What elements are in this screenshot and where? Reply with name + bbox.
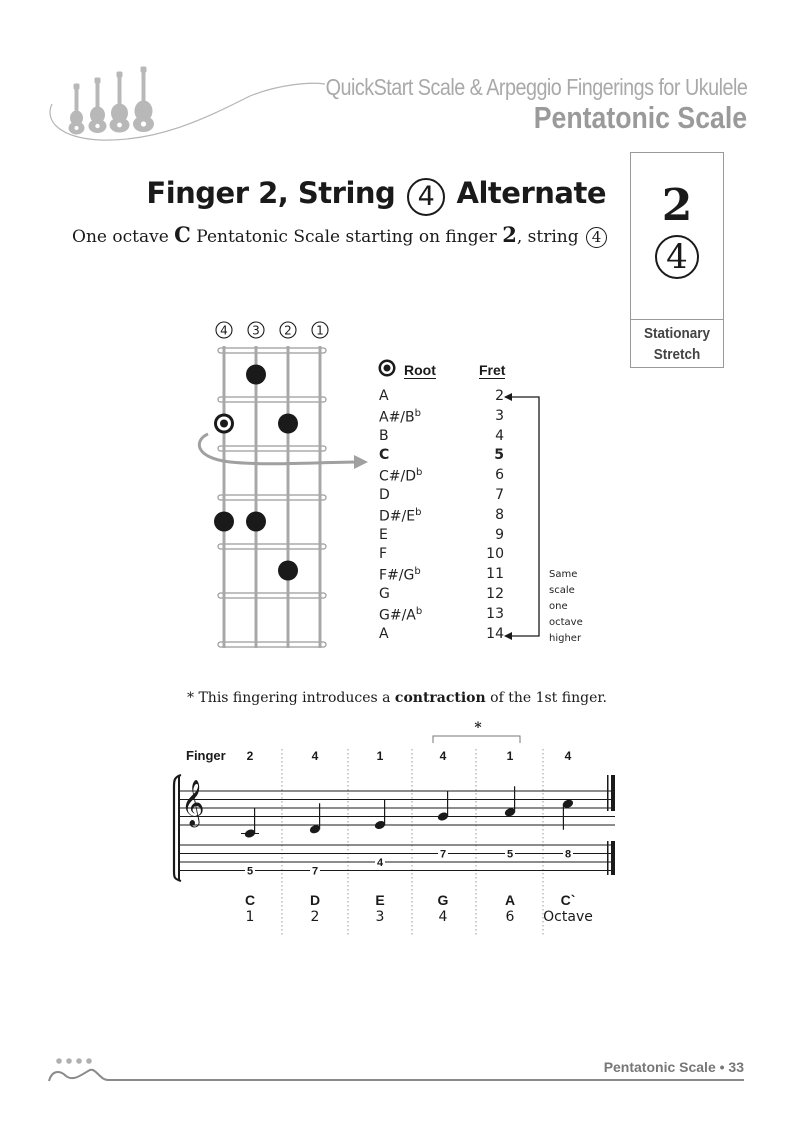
page-title [146, 176, 606, 216]
note-name-text: A#/B [379, 409, 415, 426]
fretboard-diagram [190, 312, 370, 652]
page-footer [604, 1059, 744, 1075]
finger-dot [246, 365, 266, 385]
note-name-text: D#/E [379, 508, 416, 525]
note-name [379, 566, 421, 584]
octave-note-line2: scale [549, 585, 575, 596]
string-label-3 [248, 322, 264, 338]
fret-number: 6 [495, 467, 504, 484]
subtitle [72, 222, 607, 248]
note-name [379, 408, 421, 426]
contraction-marker: * [474, 720, 482, 736]
footnote-emphasis: contraction [394, 690, 486, 706]
string-label-1 [312, 322, 328, 338]
note-name-text: C [379, 447, 390, 464]
note-name [379, 487, 390, 503]
flat-sign: b [414, 566, 421, 578]
note-name [379, 626, 389, 642]
fret-table-row [364, 408, 504, 428]
note-name-label: G [437, 892, 449, 908]
note-name [379, 467, 422, 485]
root-marker-icon [378, 359, 396, 377]
tab-final-barline-thick [611, 841, 615, 875]
box-label [636, 323, 719, 365]
fret-line [218, 593, 326, 598]
finger-number: 1 [506, 749, 514, 763]
section-title: Pentatonic Scale [533, 100, 747, 135]
fret-header: Fret [479, 362, 506, 378]
finger-number: 4 [439, 749, 447, 763]
finger-number: 1 [376, 749, 384, 763]
staff-note [241, 808, 259, 840]
string-label-text: 3 [252, 323, 260, 338]
scale-degree-label: 6 [505, 909, 515, 925]
subtitle-key: C [174, 222, 191, 247]
note-name-text: B [379, 427, 389, 444]
fret-table-row [364, 586, 504, 606]
string-label-4 [216, 322, 232, 338]
fret-table-row [364, 487, 504, 507]
string-circle-icon: 4 [407, 178, 445, 216]
footnote-after: of the 1st finger. [485, 690, 607, 706]
finger-number: 2 [246, 749, 254, 763]
fret-table-row [364, 546, 504, 566]
note-name [379, 546, 387, 562]
title-prefix: Finger 2, String [146, 176, 396, 210]
fret-number: 4 [495, 427, 504, 444]
note-name [379, 606, 422, 624]
note-name-label: C` [560, 892, 576, 908]
fret-line [218, 495, 326, 500]
note-name-text: D [379, 487, 390, 503]
tab-final-barline-thin [607, 841, 609, 875]
note-name-text: A [379, 388, 389, 404]
fret-table [364, 358, 514, 648]
subtitle-after-finger: , string [516, 227, 584, 247]
fret-table-row [364, 507, 504, 527]
finger-number: 4 [564, 749, 572, 763]
footnote [0, 690, 794, 706]
fret-table-row [364, 566, 504, 586]
scale-degree-label: Octave [543, 909, 593, 925]
octave-note-line1: Same [549, 569, 578, 580]
octave-note-line5: higher [549, 633, 582, 644]
subtitle-finger: 2 [502, 222, 517, 247]
fingering-summary-box [630, 152, 724, 368]
scale-degree-label: 4 [438, 909, 448, 925]
subtitle-before-key: One octave [72, 227, 175, 247]
flat-sign: b [416, 467, 423, 479]
note-name [379, 527, 388, 543]
fret-number: 13 [486, 605, 504, 622]
octave-bracket [500, 388, 550, 648]
final-barline-thick [611, 775, 615, 811]
tab-number: 7 [311, 865, 319, 878]
finger-dot [214, 512, 234, 532]
finger-dot [246, 512, 266, 532]
fret-number: 8 [495, 506, 504, 523]
string-label-text: 4 [220, 323, 228, 338]
fret-number: 2 [495, 388, 504, 404]
footnote-before: * This fingering introduces a [187, 690, 395, 706]
footer-separator: • [719, 1059, 725, 1075]
note-name-text: E [379, 526, 388, 543]
ukulele-logo-icon [40, 66, 330, 146]
string-label-text: 2 [284, 323, 292, 338]
root-header: Root [404, 362, 436, 378]
scale-degree-label: 2 [310, 909, 320, 925]
fret-number: 14 [486, 625, 504, 642]
scale-degree-label: 1 [245, 909, 255, 925]
string-label-2 [280, 322, 296, 338]
finger-dot [278, 561, 298, 581]
note-name-label: C [244, 892, 256, 908]
tab-number: 7 [439, 848, 447, 861]
finger-number: 4 [311, 749, 319, 763]
fret-number: 11 [486, 566, 504, 583]
note-name [379, 586, 390, 602]
box-finger-number: 2 [661, 180, 693, 231]
fret-number: 7 [495, 487, 504, 503]
note-name-text: C#/D [379, 468, 417, 485]
note-name-text: G [379, 586, 390, 602]
fret-line [218, 544, 326, 549]
series-title: QuickStart Scale & Arpeggio Fingerings for Ukulele [325, 74, 747, 100]
note-name-text: F#/G [379, 567, 415, 584]
staff-note [437, 791, 450, 823]
tab-number: 5 [506, 848, 514, 861]
note-name [379, 388, 389, 404]
fret-line [218, 348, 326, 353]
octave-note-line4: octave [549, 617, 583, 628]
fret-table-row [364, 626, 504, 646]
fret-number: 5 [494, 447, 504, 464]
string-line [223, 346, 226, 648]
finger-row-label: Finger [186, 748, 226, 763]
fret-table-row [364, 428, 504, 448]
staff-note [374, 799, 387, 831]
fret-line [218, 446, 326, 451]
scale-degree-label: 3 [375, 909, 385, 925]
fret-line [218, 397, 326, 402]
subtitle-middle: Pentatonic Scale starting on finger [190, 227, 503, 247]
title-suffix: Alternate [456, 176, 606, 210]
fret-table-row [364, 388, 504, 408]
note-name-text: A [379, 625, 389, 642]
footer-section: Pentatonic Scale [603, 1059, 716, 1075]
fret-table-row [364, 606, 504, 626]
final-barline-thin [607, 775, 609, 811]
tab-number: 8 [564, 848, 572, 861]
note-name-text: G#/A [379, 607, 416, 624]
string-line [255, 346, 258, 648]
finger-dot [278, 414, 298, 434]
octave-note-line3: one [549, 601, 568, 612]
root-finger-dot [214, 414, 234, 434]
note-name-label: A [504, 892, 516, 908]
fret-number: 9 [495, 526, 504, 543]
flat-sign: b [415, 605, 423, 617]
flat-sign: b [414, 407, 421, 419]
note-name [379, 507, 421, 525]
tab-number: 4 [376, 857, 384, 869]
fret-line [218, 642, 326, 647]
flat-sign: b [415, 506, 422, 518]
fret-table-row [364, 527, 504, 547]
box-label-line2: Stretch [653, 346, 701, 363]
fret-number: 3 [495, 407, 504, 424]
note-name [379, 428, 389, 444]
string-label-text: 1 [316, 323, 324, 338]
subtitle-string-circle-icon: 4 [586, 227, 607, 248]
box-string-circle-icon: 4 [655, 235, 699, 279]
note-name-label: D [309, 892, 321, 908]
system-barline [178, 775, 180, 881]
footer-page-number: 33 [728, 1059, 744, 1075]
fret-table-row [364, 447, 504, 467]
fret-number: 10 [486, 546, 504, 563]
octave-note [549, 567, 609, 647]
string-line [287, 346, 290, 648]
note-name-text: F [379, 546, 388, 563]
contraction-bracket [433, 736, 520, 743]
treble-clef-icon: 𝄞 [181, 780, 205, 826]
tab-number: 5 [246, 865, 254, 878]
note-name [379, 447, 389, 463]
string-line [319, 346, 322, 648]
box-label-line1: Stationary [643, 325, 711, 342]
music-notation [170, 715, 620, 940]
fret-table-row [364, 467, 504, 487]
note-name-label: E [375, 892, 385, 908]
fret-number: 12 [486, 586, 504, 602]
box-divider [631, 319, 723, 320]
